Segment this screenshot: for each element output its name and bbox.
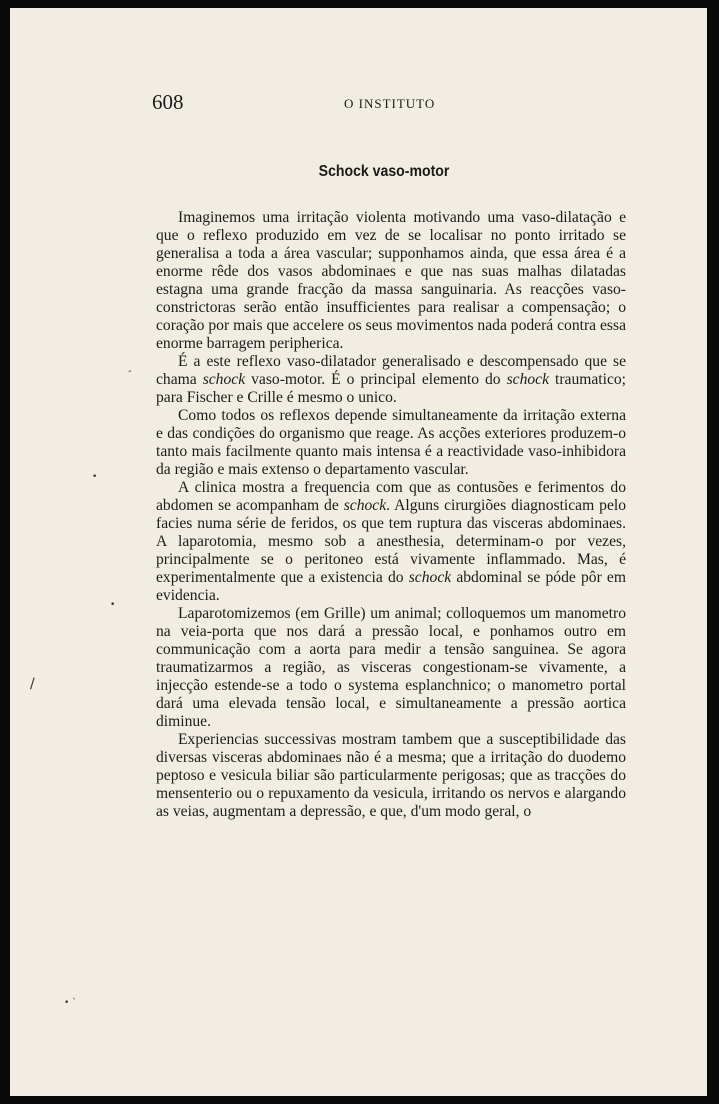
- italic-term: schock: [343, 497, 387, 514]
- text-run: traumatico; para Fischer e Crille é mesmo o unico.: [156, 371, 627, 406]
- italic-term: schock: [408, 569, 452, 586]
- paragraph: [156, 353, 626, 407]
- section-title: Schock vaso-motor: [318, 163, 450, 180]
- text-run: . Alguns cirurgiões diagnosticam pelo facies numa série de feridos, os que tem ruptura das visceras abdominaes. A laparotomia, mesmo sob a anesthesia, determinam-o por vezes, principalmente se o peritoneo está vivamente inflammado. Mas, é experimentalmente que a existencia do: [156, 497, 626, 586]
- text-run: Imaginemos uma irritação violenta motivando uma vaso-dilatação e que o reflexo produzido em vez de se localisar no ponto irritado se generalisa a toda a área vascular; supponhamos ainda, que essa área é a enorme rêde dos vasos abdominaes e que nas suas malhas dilatadas estagna uma grande fracção da massa sanguinaria. As reacções vaso-constrictoras serão então insufficientes para realisar a compensação; o coração por mais que accelere os seus movimentos nada poderá contra essa enorme barragem peripherica.: [156, 209, 626, 352]
- margin-mark: /: [30, 676, 35, 692]
- margin-mark: •: [92, 472, 98, 482]
- paragraph: [156, 479, 626, 605]
- text-run: Laparotomizemos (em Grille) um animal; colloquemos um manometro na veia-porta que nos dará a pressão local, e ponhamos outro em communicação com a aorta para medir a tensão sanguinea. Se agora traumatizarmos a região, as visceras congestionam-se vivamente, a injecção estende-se a todo o systema esplanchnico; o manometro portal dará uma elevada tensão local, e simultaneamente a pressão aortica diminue.: [156, 605, 626, 730]
- text-run: Experiencias successivas mostram tambem que a susceptibilidade das diversas visceras abdominaes não é a mesma; que a irritação do duodemo peptoso e vesicula biliar são particularmente perigosas; que as tracções do mensenterio ou o repuxamento da vesicula, irritando os nervos e alargando as veias, augmentam a depressão, e que, d'um modo geral, o: [156, 731, 626, 820]
- text-run: A clinica mostra a frequencia com que as contusões e ferimentos do abdomen se acompanham de: [156, 479, 626, 514]
- text-run: É a este reflexo vaso-dilatador generalisado e descompensado que se chama: [156, 353, 626, 388]
- document-page: [10, 8, 707, 1096]
- paragraph: [156, 605, 626, 731]
- page-number: 608: [152, 90, 184, 114]
- paragraph: [156, 407, 626, 479]
- italic-term: schock: [202, 371, 246, 388]
- italic-term: schock: [506, 371, 550, 388]
- text-run: vaso-motor. É o principal elemento do: [245, 371, 507, 388]
- text-run: Como todos os reflexos depende simultaneamente da irritação externa e das condições do organismo que reage. As acções exteriores produzem-o tanto mais facilmente quanto mais intensa é a reactividade vaso-inhibidora da região e mais extenso o departamento vascular.: [156, 407, 626, 478]
- running-head: O INSTITUTO: [344, 96, 436, 111]
- margin-mark: • ˋ: [64, 998, 77, 1008]
- paragraph: [156, 209, 626, 353]
- paragraph: [156, 731, 626, 821]
- margin-mark: •: [110, 600, 116, 610]
- margin-mark: -: [128, 366, 132, 377]
- text-run: abdominal se póde pôr em evidencia.: [156, 569, 626, 604]
- body-text: [156, 209, 626, 821]
